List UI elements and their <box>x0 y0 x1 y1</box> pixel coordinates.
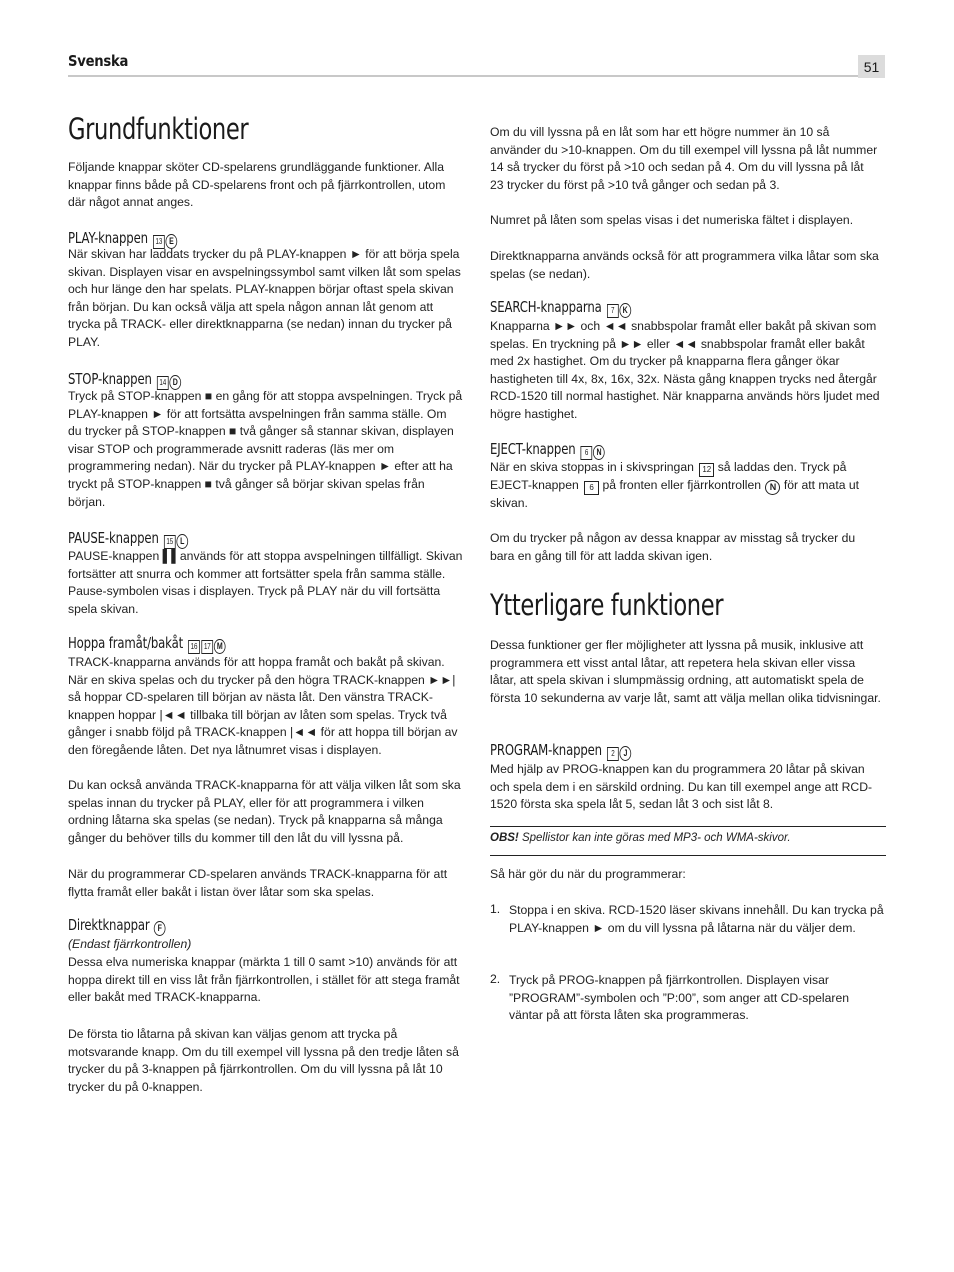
skip-body-2: Du kan också använda TRACK-knapparna för att välja vilken låt som ska spelas innan du trycker på PLAY, eller för att programmera i vilken ordning låtarna ska spelas (se nedan). Tryck på knapparna så många gånger du behöver tills du kommer till den låt du vill lyssna på. <box>68 778 461 845</box>
slot-key-icon: 12 <box>699 463 714 477</box>
eject-body-d: för att mata ut skivan. <box>490 478 860 510</box>
direct-body-1: Dessa elva numeriska knappar (märkta 1 till 0 samt >10) används för att hoppa direkt till en viss låt från fjärrkontrollen, i stället för att stega framåt eller bakåt med TRACK-knapparna. <box>68 955 460 1005</box>
step-2-number: 2. <box>490 972 501 986</box>
program-heading-text: PROGRAM-knappen <box>490 741 602 759</box>
eject-body-b: så laddas den. Tryck på EJECT-knappen <box>490 460 847 492</box>
program-heading <box>490 741 631 761</box>
skip-heading-text: Hoppa framåt/bakåt <box>68 634 184 652</box>
direct-more-paragraph: Om du vill lyssna på en låt som har ett högre nummer än 10 så använder du >10-knappen. Om du till exempel vill lyssna på låt nummer 14 så trycker du först på >10 och sedan på 4. Om du vill lyssna på låt 23 trycker du först på >10 två gånger och sedan på 3. <box>490 125 878 192</box>
stop-heading-text: STOP-knappen <box>68 370 152 388</box>
eject-heading-text: EJECT-knappen <box>490 440 576 458</box>
note-body: Spellistor kan inte göras med MP3- och WMA-skivor. <box>518 832 791 844</box>
pause-body: PAUSE-knappen ▌▌används för att stoppa avspelningen tillfälligt. Skivan fortsätter att snurra och kommer att fortsätter spela från samma ställe. Pause-symbolen visas i displayen. Tryck på PLAY när du vill fortsätta spela skivan. <box>68 549 463 616</box>
page-number: 51 <box>858 55 885 78</box>
pause-heading <box>68 529 188 549</box>
step-1-number: 1. <box>490 902 501 916</box>
search-heading-text: SEARCH-knapparna <box>490 298 602 316</box>
front-key-icon: 16 <box>188 640 200 654</box>
skip-heading <box>68 634 226 654</box>
stop-body: Tryck på STOP-knappen ■ en gång för att stoppa avspelningen. Tryck på PLAY-knappen ► för att fortsätta avspelningen från samma ställe. Om du trycker på STOP-knappen ■ två gånger så stannar skivan, displayen visar STOP och programmerade avsnitt raderas (läs mer om programmering nedan). När du trycker på PLAY-knappen ► efter att ha tryckt på STOP-knappen ■ två gånger så börjar skivan spelas från början. <box>68 389 463 509</box>
remote-key-icon: F <box>154 921 166 936</box>
how-to-paragraph: Så här gör du när du programmerar: <box>490 867 686 881</box>
header-language: Svenska <box>68 52 129 70</box>
eject-heading <box>490 440 605 460</box>
direct-body-2: De första tio låtarna på skivan kan väljas genom att trycka på motsvarande knapp. Om du till exempel vill lyssna på den tredje låten så trycker du på 3-knappen på fjärrkontrollen. Om du vill lyssna på låt 10 trycker du på 0-knappen. <box>68 1027 459 1094</box>
remote-key-icon: K <box>619 303 631 318</box>
front-key-icon: 6 <box>581 446 593 460</box>
page-title: Grundfunktioner <box>68 112 249 146</box>
track-number-paragraph: Numret på låten som spelas visas i det numeriska fältet i displayen. <box>490 213 854 227</box>
pause-heading-text: PAUSE-knappen <box>68 529 159 547</box>
program-body: Med hjälp av PROG-knappen kan du programmera 20 låtar på skivan och spela dem i en särskild ordning. Du kan till exempel ange att RCD-1520 första ska spela låt 5, sedan låt 3 och sist låt 8. <box>490 762 873 812</box>
front-key-icon: 6 <box>584 481 599 495</box>
front-key-icon: 2 <box>607 747 619 761</box>
step-2-text: Tryck på PROG-knappen på fjärrkontrollen. Displayen visar ”PROGRAM”-symbolen och ”P:00”, som anger att CD-spelaren väntar på att första låten ska programmeras. <box>509 973 850 1023</box>
intro-2-paragraph: Dessa funktioner ger fler möjligheter att lyssna på musik, inklusive att programmera ett visst antal låtar, att repetera hela skivan eller vissa låtar, att spela skivan i slumpmässig ordning, att automatiskt spela de första 10 sekunderna av varje låt, samt att välja mellan olika tidvisningar. <box>490 638 881 705</box>
front-key-icon: 14 <box>157 376 169 390</box>
skip-body-1: TRACK-knapparna används för att hoppa framåt och bakåt på skivan. När en skiva spelas och du trycker på den högra TRACK-knappen ►►| så hoppar CD-spelaren till början av nästa låt. Den vänstra TRACK-knappen hoppar |◄◄ tillbaka till början av låten som spelas. Tryck två gånger i snabb följd på TRACK-knappen |◄◄ för att hoppa till början av den föregående låten. Det nya låtnumret visas i displayen. <box>68 655 458 757</box>
play-heading-text: PLAY-knappen <box>68 229 148 247</box>
step-1-text: Stoppa i en skiva. RCD-1520 läser skivans innehåll. Du kan trycka på PLAY-knappen ► om du vill lyssna på låtarna när du väljer dem. <box>509 903 884 935</box>
note-box <box>490 826 886 856</box>
header-divider <box>68 75 858 77</box>
remote-key-icon: N <box>765 480 780 495</box>
eject-body-2: Om du trycker på någon av dessa knappar av misstag så trycker du bara en gång till för att ladda skivan igen. <box>490 531 856 563</box>
play-body: När skivan har laddats trycker du på PLAY-knappen ► för att börja spela skivan. Displayen visar en avspelningssymbol samt vilken låt som spelas och hur länge den har spelats. PLAY-knappen börjar oftast spela skivan från början. Du kan också välja att spela någon annan låt genom att trycka på TRACK- eller direktknapparna (se nedan) innan du trycker på PLAY. <box>68 247 461 349</box>
intro-paragraph: Följande knappar sköter CD-spelarens grundläggande funktioner. Alla knappar finns både på CD-spelarens front och på fjärrkontrollen, utom där något annat anges. <box>68 160 446 210</box>
remote-key-icon: L <box>176 534 188 549</box>
remote-key-icon: J <box>620 746 632 761</box>
direct-heading <box>68 916 166 936</box>
skip-body-3: När du programmerar CD-spelaren används TRACK-knapparna för att flytta framåt eller bakåt i listan över låtar som ska spelas. <box>68 867 448 899</box>
eject-body-c: på fronten eller fjärrkontrollen <box>602 478 762 492</box>
eject-body-a: När en skiva stoppas in i skivspringan <box>490 460 694 474</box>
section-title: Ytterligare funktioner <box>490 588 724 622</box>
search-body: Knapparna ►► och ◄◄ snabbspolar framåt eller bakåt på skivan som spelas. En tryckning på ►► eller ◄◄ snabbspolar framåt eller bakåt med 2x hastighet. Om du trycker på knapparna flera gånger ökar hastigheten till 4x, 8x, 16x, 32x. Nästa gång knappen trycks ned återgår RCD-1520 till normal hastighet. När knapparna används hörs ljudet med högre hastighet. <box>490 319 880 421</box>
note-label: OBS! <box>490 832 519 844</box>
stop-heading <box>68 370 181 390</box>
eject-body <box>490 459 880 513</box>
remote-key-icon: N <box>593 445 605 460</box>
front-key-icon: 17 <box>201 640 213 654</box>
remote-key-icon: D <box>169 375 181 390</box>
direct-subtitle: (Endast fjärrkontrollen) <box>68 937 192 951</box>
direct-heading-text: Direktknappar <box>68 916 150 934</box>
remote-key-icon: M <box>214 639 226 654</box>
direct-program-paragraph: Direktknapparna används också för att programmera vilka låtar som ska spelas (se nedan). <box>490 249 879 281</box>
front-key-icon: 13 <box>153 235 165 249</box>
front-key-icon: 7 <box>607 304 619 318</box>
front-key-icon: 15 <box>164 535 176 549</box>
remote-key-icon: E <box>165 234 177 249</box>
note-text <box>490 832 791 844</box>
search-heading <box>490 298 631 318</box>
